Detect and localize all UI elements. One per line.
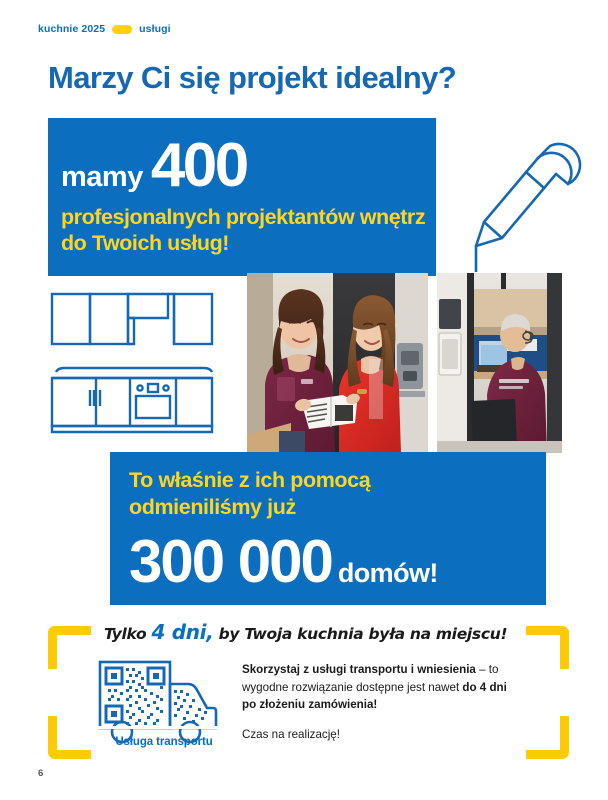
transport-headline-accent: 4 dni, — [151, 620, 214, 644]
homes-lead-line-1: To właśnie z ich pomocą — [129, 468, 371, 492]
stat-box-designers — [48, 118, 436, 276]
photo-consultation — [247, 273, 428, 453]
bracket-bottom-right — [526, 716, 569, 759]
transport-normal-1: – to wygodne rozwiązanie dostępne jest nawet — [242, 663, 499, 694]
section-label: usługi — [139, 23, 171, 35]
page-eyebrow — [38, 23, 171, 35]
yellow-pill-icon — [112, 25, 132, 34]
bracket-top-left — [48, 626, 91, 669]
transport-headline — [104, 620, 524, 644]
transport-bold-2: do 4 dni po złożeniu zamówienia! — [242, 680, 507, 712]
kitchen-cabinets-icon — [48, 282, 238, 442]
homes-number-row — [129, 528, 438, 595]
bracket-top-right — [526, 626, 569, 669]
transport-headline-pre: Tylko — [104, 625, 152, 643]
transport-body-copy — [242, 661, 517, 743]
homes-lead-line-2: odmieniliśmy już — [129, 495, 296, 520]
catalog-label: kuchnie 2025 — [38, 23, 106, 35]
page-title: Marzy Ci się projekt idealny? — [48, 60, 457, 95]
homes-number: 300 000 — [129, 528, 332, 595]
pencil-icon — [450, 112, 600, 272]
stat-headline-row — [56, 131, 433, 200]
qr-caption: Usługa transportu — [115, 736, 213, 748]
homes-lead-text — [129, 467, 529, 522]
stat-number-400: 400 — [150, 131, 247, 200]
stat-prefix: mamy — [61, 161, 143, 193]
page-number: 6 — [38, 768, 44, 779]
transport-bold-1: Skorzystaj z usługi transportu i wniesienia — [242, 663, 476, 676]
stat-box-homes — [110, 452, 546, 605]
transport-paragraph-2: Czas na realizację! — [242, 727, 340, 741]
transport-paragraph-1 — [242, 661, 517, 714]
bracket-bottom-left — [48, 716, 91, 759]
homes-number-suffix: domów! — [337, 558, 438, 588]
stat-description: profesjonalnych projektantów wnętrz do Twoich usług! — [61, 205, 426, 256]
photo-designer-desk — [437, 273, 562, 453]
transport-headline-post: by Twoja kuchnia była na miejscu! — [213, 625, 508, 643]
